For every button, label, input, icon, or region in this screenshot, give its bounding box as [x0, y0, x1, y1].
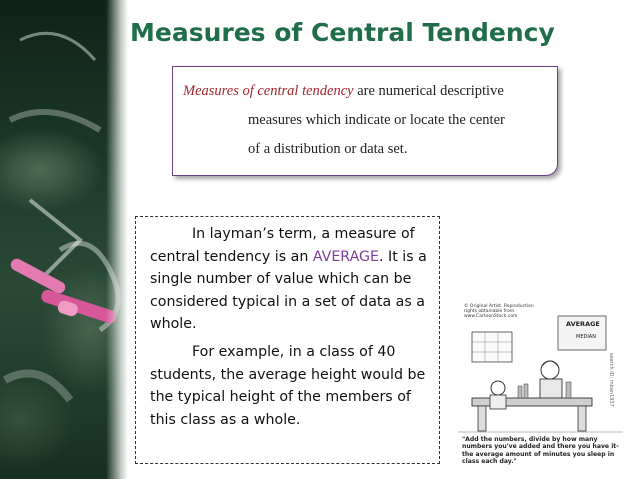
definition-line-3: of a distribution or data set. — [248, 141, 408, 157]
cartoon-credit: © Original Artist. Reproduction rights obtainable from www.CartoonStock.com — [464, 304, 534, 320]
cartoon-median-sign: MEDIAN — [576, 334, 596, 340]
cartoon-caption: "Add the numbers, divide by how many numbers you've added and there you have it- the average amount of minutes you sleep in class each day." — [462, 436, 619, 466]
definition-line-2: measures which indicate or locate the center — [248, 112, 505, 128]
paragraph-1-before: In layman’s term, a measure of central tendency is an — [150, 226, 415, 265]
chalkboard-decoration — [0, 0, 128, 479]
explanation-box — [135, 216, 440, 464]
explanation-paragraph-1 — [150, 223, 435, 336]
paragraph-2-text: For example, in a class of 40 students, the average height would be the typical height of the members of this class as a whole. — [150, 344, 426, 428]
definition-box — [172, 66, 558, 176]
definition-line-1-rest: are numerical descriptive — [353, 83, 504, 99]
average-highlight: AVERAGE — [312, 248, 379, 265]
cartoon-side-credit: search ID: mban1937 — [608, 353, 614, 407]
cartoon-image — [458, 298, 623, 474]
definition-term: Measures of central tendency — [183, 83, 354, 99]
cartoon-average-sign: AVERAGE — [566, 320, 600, 328]
definition-line-1 — [183, 83, 504, 100]
paragraph-1-after: . It is a single number of value which can be considered typical in a set of data as a whole. — [150, 248, 427, 332]
slide-title: Measures of Central Tendency — [130, 18, 555, 47]
explanation-paragraph-2 — [150, 341, 435, 431]
chalkboard-edge — [106, 0, 128, 479]
